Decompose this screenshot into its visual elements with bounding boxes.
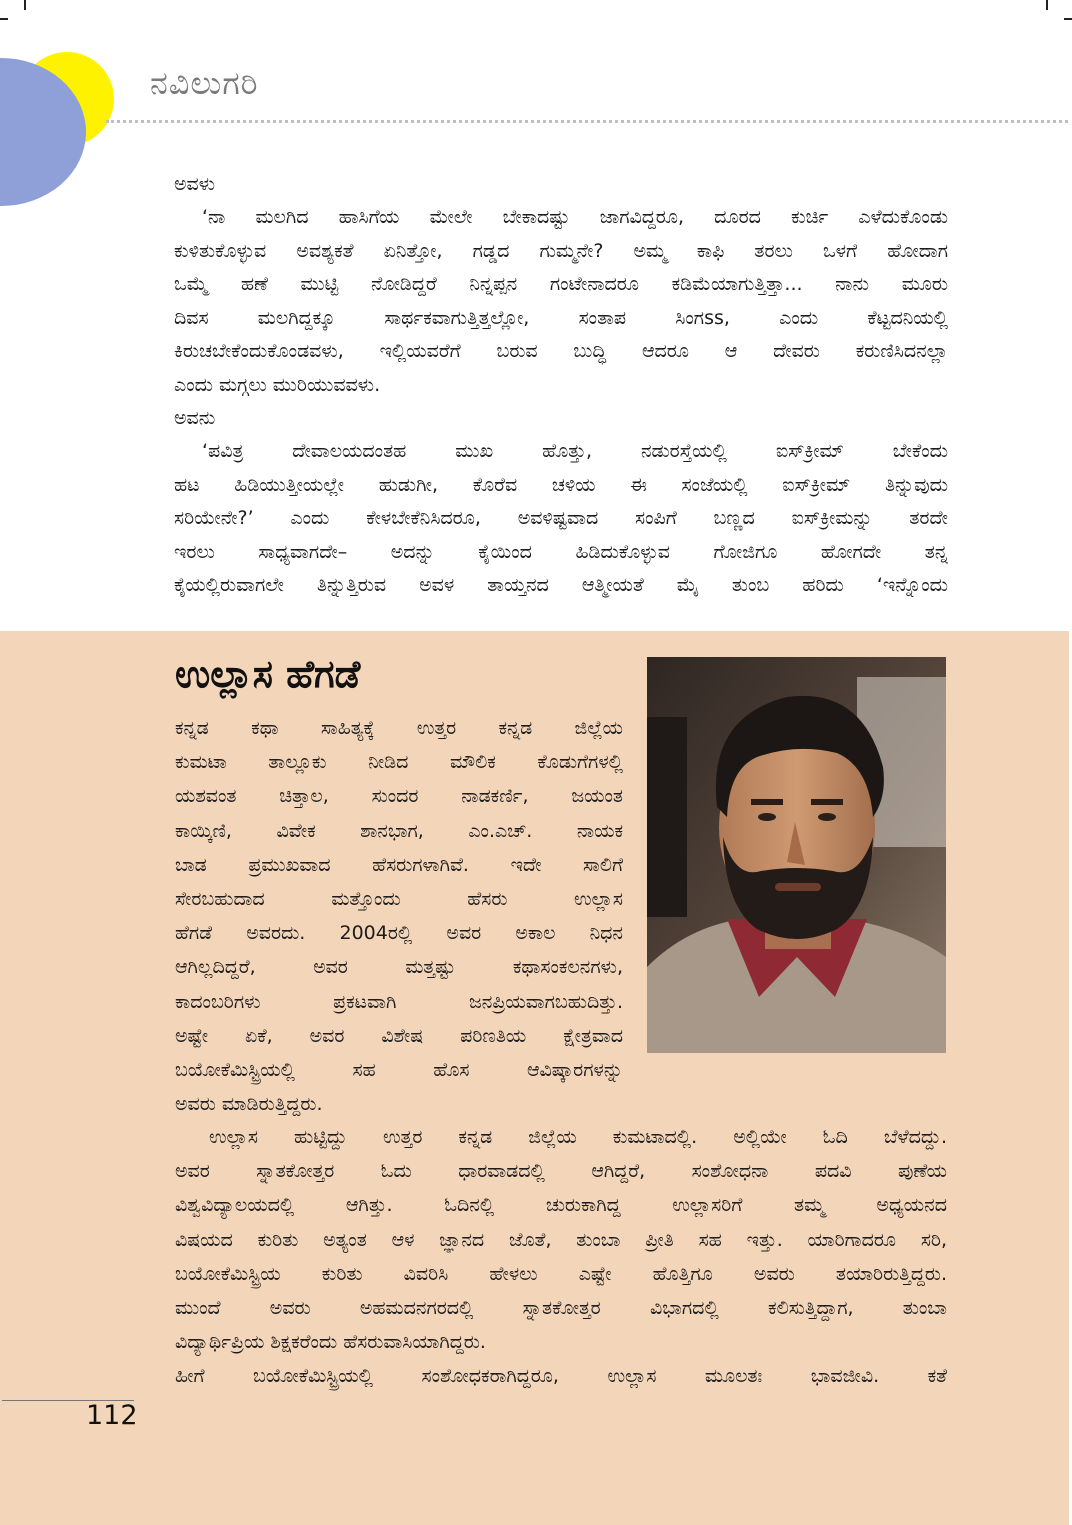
crop-mark <box>0 18 8 20</box>
bio-line: ಕಾದಂಬರಿಗಳು ಪ್ರಕಟವಾಗಿ ಜನಪ್ರಿಯವಾಗಬಹುದಿತ್ತು. <box>175 990 623 1013</box>
bio-line: ಕಾಯ್ಕಿಣಿ, ವಿವೇಕ ಶಾನಭಾಗ, ಎಂ.ಎಚ್. ನಾಯಕ <box>175 819 623 842</box>
bio-line: ಆಗಿಲ್ಲದಿದ್ದರೆ, ಅವರ ಮತ್ತಷ್ಟು ಕಥಾಸಂಕಲನಗಳು, <box>175 956 623 979</box>
her-paragraph-line: ದಿವಸ ಮಲಗಿದ್ದಕ್ಕೂ ಸಾರ್ಥಕವಾಗುತ್ತಿತ್ತಲ್ಲೋ, ಸಂತಾಪ ಸಿಂಗss, ಎಂದು ಕೆಟ್ಟದನಿಯಲ್ಲಿ <box>174 306 948 329</box>
crop-mark <box>1046 0 1048 10</box>
bio-line: ವಿಶ್ವವಿದ್ಯಾಲಯದಲ್ಲಿ ಆಗಿತ್ತು. ಓದಿನಲ್ಲಿ ಚುರುಕಾಗಿದ್ದ ಉಲ್ಲಾಸರಿಗೆ ತಮ್ಮ ಅಧ್ಯಯನದ <box>175 1194 947 1217</box>
him-paragraph-line: ಸರಿಯೇನೇ?’ ಎಂದು ಕೇಳಬೇಕೆನಿಸಿದರೂ, ಅವಳಿಷ್ಟವಾದ ಸಂಪಿಗೆ ಬಣ್ಣದ ಐಸ್‌ಕ್ರೀಮನ್ನು ತರದೇ <box>174 507 948 529</box>
her-paragraph-line: ‘ನಾ ಮಲಗಿದ ಹಾಸಿಗೆಯ ಮೇಲೇ ಬೇಕಾದಷ್ಟು ಜಾಗವಿದ್ದರೂ, ದೂರದ ಕುರ್ಚಿ ಎಳೆದುಕೊಂಡು <box>202 206 948 228</box>
bio-line: ಕುಮಟಾ ತಾಲ್ಲೂಕು ನೀಡಿದ ಮೌಲಿಕ ಕೊಡುಗೆಗಳಲ್ಲಿ <box>175 751 623 774</box>
bio-column-text <box>175 711 623 1121</box>
bio-line: ಅವರ ಸ್ನಾತಕೋತ್ತರ ಓದು ಧಾರವಾಡದಲ್ಲಿ ಆಗಿದ್ದರೆ, ಸಂಶೋಧನಾ ಪದವಿ ಪುಣೆಯ <box>175 1160 947 1183</box>
bio-line: ಹೆಗಡೆ ಅವರದು. 2004ರಲ್ಲಿ ಅವರ ಅಕಾಲ ನಿಧನ <box>175 922 623 945</box>
bio-line: ಅಷ್ಟೇ ಏಕೆ, ಅವರ ವಿಶೇಷ ಪರಿಣತಿಯ ಕ್ಷೇತ್ರವಾದ <box>175 1024 623 1047</box>
bio-line: ವಿದ್ಯಾರ್ಥಿಪ್ರಿಯ ಶಿಕ್ಷಕರೆಂದು ಹೆಸರುವಾಸಿಯಾಗಿದ್ದರು. <box>175 1331 486 1354</box>
him-paragraph-line: ಕೈಯಲ್ಲಿರುವಾಗಲೇ ತಿನ್ನುತ್ತಿರುವ ಅವಳ ತಾಯ್ತನದ ಆತ್ಮೀಯತೆ ಮೈ ತುಂಬ ಹರಿದು ‘ಇನ್ನೊಂದು <box>174 574 948 596</box>
her-paragraph-line: ಕಿರುಚಬೇಕೆಂದುಕೊಂಡವಳು, ಇಲ್ಲಿಯವರೆಗೆ ಬರುವ ಬುದ್ಧಿ ಆದರೂ ಆ ದೇವರು ಕರುಣಿಸಿದನಲ್ಲಾ <box>174 340 948 362</box>
bio-line: ಯಶವಂತ ಚಿತ್ತಾಲ, ಸುಂದರ ನಾಡಕರ್ಣಿ, ಜಯಂತ <box>175 785 623 808</box>
him-paragraph-line: ಇರಲು ಸಾಧ್ಯವಾಗದೇ– ಅದನ್ನು ಕೈಯಿಂದ ಹಿಡಿದುಕೊಳ್ಳುವ ಗೋಜಿಗೂ ಹೋಗದೇ ತನ್ನ <box>174 540 948 563</box>
him-label: ಅವನು <box>174 407 216 429</box>
page-number: 112 <box>86 1400 138 1431</box>
him-paragraph-line: ಹಟ ಹಿಡಿಯುತ್ತೀಯಲ್ಲೇ ಹುಡುಗೀ, ಕೊರೆವ ಚಳಿಯ ಈ ಸಂಜೆಯಲ್ಲಿ ಐಸ್‌ಕ್ರೀಮ್ ತಿನ್ನುವುದು <box>174 473 948 496</box>
her-paragraph-line: ಕುಳಿತುಕೊಳ್ಳುವ ಅವಶ್ಯಕತೆ ಏನಿತ್ತೋ, ಗಡ್ಡದ ಗುಮ್ಮನೇ? ಅಮ್ಮ ಕಾಫಿ ತರಲು ಒಳಗೆ ಹೋದಾಗ <box>174 239 948 262</box>
bio-full-width-text <box>175 1120 947 1394</box>
author-name-heading: ಉಲ್ಲಾಸ ಹೆಗಡೆ <box>175 652 361 696</box>
header-dotted-rule <box>106 120 1068 123</box>
bio-line: ಸೇರಬಹುದಾದ ಮತ್ತೊಂದು ಹೆಸರು ಉಲ್ಲಾಸ <box>175 887 623 910</box>
bio-line: ಹೀಗೆ ಬಯೋಕೆಮಿಸ್ಟ್ರಿಯಲ್ಲಿ ಸಂಶೋಧಕರಾಗಿದ್ದರೂ, ಉಲ್ಲಾಸ ಮೂಲತಃ ಭಾವಜೀವಿ. ಕತೆ <box>175 1365 947 1388</box>
bio-line: ಬಾಡ ಪ್ರಮುಖವಾದ ಹೆಸರುಗಳಾಗಿವೆ. ಇದೇ ಸಾಲಿಗೆ <box>175 853 623 876</box>
section-title: ನವಿಲುಗರಿ <box>150 64 259 102</box>
bio-line: ಬಯೋಕೆಮಿಸ್ಟ್ರಿಯ ಕುರಿತು ವಿವರಿಸಿ ಹೇಳಲು ಎಷ್ಟೇ ಹೊತ್ತಿಗೂ ಅವರು ತಯಾರಿರುತ್ತಿದ್ದರು. <box>175 1262 947 1285</box>
bio-line: ಉಲ್ಲಾಸ ಹುಟ್ಟಿದ್ದು ಉತ್ತರ ಕನ್ನಡ ಜಿಲ್ಲೆಯ ಕುಮಟಾದಲ್ಲಿ. ಅಲ್ಲಿಯೇ ಓದಿ ಬೆಳೆದದ್ದು. <box>209 1126 947 1148</box>
author-portrait-photo <box>647 657 946 1053</box>
crop-mark <box>1064 18 1072 20</box>
her-label: ಅವಳು <box>174 173 216 195</box>
bio-line: ಬಯೋಕೆಮಿಸ್ಟ್ರಿಯಲ್ಲಿ ಸಹ ಹೊಸ ಆವಿಷ್ಕಾರಗಳನ್ನು <box>175 1058 623 1081</box>
narrative-section <box>174 168 948 603</box>
bio-line: ವಿಷಯದ ಕುರಿತು ಅತ್ಯಂತ ಆಳ ಜ್ಞಾನದ ಜೊತೆ, ತುಂಬಾ ಪ್ರೀತಿ ಸಹ ಇತ್ತು. ಯಾರಿಗಾದರೂ ಸರಿ, <box>175 1228 947 1251</box>
crop-mark <box>24 0 26 10</box>
her-paragraph-line: ಒಮ್ಮೆ ಹಣೆ ಮುಟ್ಟಿ ನೋಡಿದ್ದರೆ ನಿನ್ನಪ್ಪನ ಗಂಟೇನಾದರೂ ಕಡಿಮೆಯಾಗುತ್ತಿತ್ತಾ... ನಾನು ಮೂರು <box>174 273 948 295</box>
bio-line: ಕನ್ನಡ ಕಥಾ ಸಾಹಿತ್ಯಕ್ಕೆ ಉತ್ತರ ಕನ್ನಡ ಜಿಲ್ಲೆಯ <box>175 717 623 739</box>
bio-line: ಮುಂದೆ ಅವರು ಅಹಮದನಗರದಲ್ಲಿ ಸ್ನಾತಕೋತ್ತರ ವಿಭಾಗದಲ್ಲಿ ಕಲಿಸುತ್ತಿದ್ದಾಗ, ತುಂಬಾ <box>175 1296 947 1319</box>
her-paragraph-line: ಎಂದು ಮಗ್ಗಲು ಮುರಿಯುವವಳು. <box>174 373 381 396</box>
him-paragraph-line: ‘ಪವಿತ್ರ ದೇವಾಲಯದಂತಹ ಮುಖ ಹೊತ್ತು, ನಡುರಸ್ತೆಯಲ್ಲಿ ಐಸ್‌ಕ್ರೀಮ್ ಬೇಕೆಂದು <box>202 440 948 462</box>
bio-line: ಅವರು ಮಾಡಿರುತ್ತಿದ್ದರು. <box>175 1093 323 1116</box>
